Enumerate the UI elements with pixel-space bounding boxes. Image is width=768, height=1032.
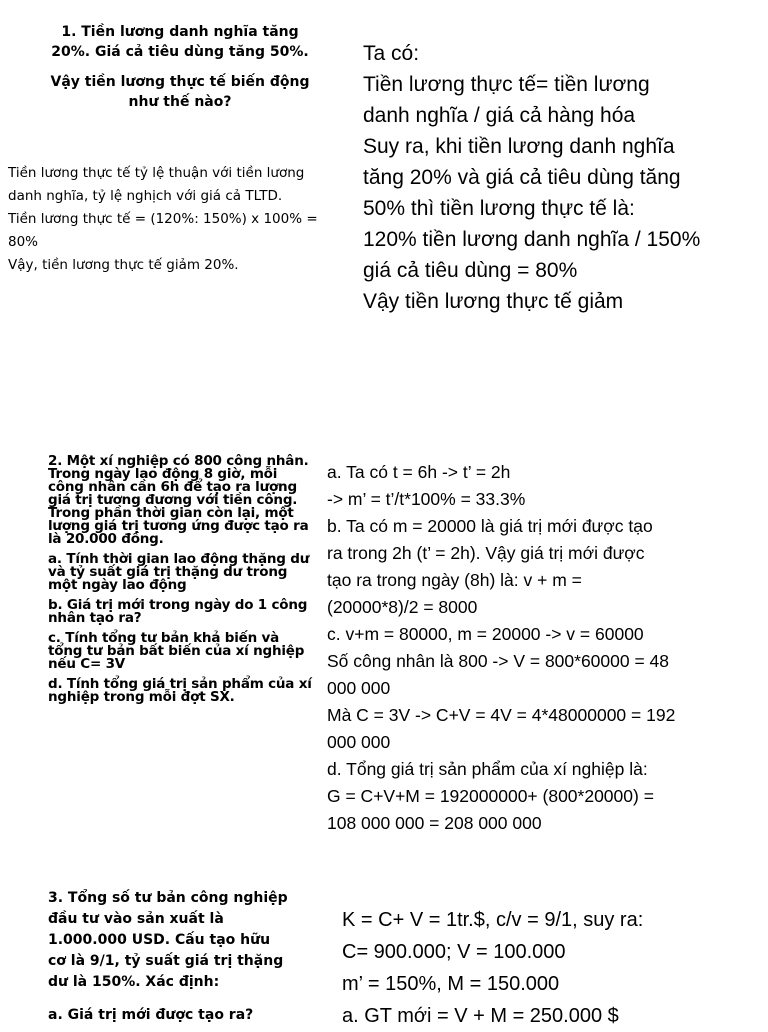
answer-1-left — [8, 162, 360, 277]
answer-2-line: b. Ta có m = 20000 là giá trị mới được tạo — [327, 516, 653, 536]
answer-2-line: a. Ta có t = 6h -> t’ = 2h — [327, 462, 511, 482]
answer-1-right-line: Tiền lương thực tế= tiền lương — [363, 73, 650, 96]
answer-1-right-line: giá cả tiêu dùng = 80% — [363, 259, 578, 282]
answer-1-right-line: 50% thì tiền lương thực tế là: — [363, 197, 635, 220]
question-2-part-a: a. Tính thời gian lao động thặng dư và tỷ suất giá trị thặng dư trong một ngày lao động — [48, 551, 310, 593]
answer-1-left-line: Vậy, tiền lương thực tế giảm 20%. — [8, 257, 239, 273]
answer-3-line: a. GT mới = V + M = 250.000 $ — [342, 1005, 619, 1027]
answer-2-line: Mà C = 3V -> C+V = 4V = 4*48000000 = 192 — [327, 705, 676, 725]
question-2 — [48, 455, 316, 711]
question-3 — [48, 888, 298, 1026]
answer-1-left-line: danh nghĩa, tỷ lệ nghịch với giá cả TLTD. — [8, 188, 283, 204]
answer-2-line: d. Tổng giá trị sản phẩm của xí nghiệp là: — [327, 759, 648, 779]
answer-3-line: K = C+ V = 1tr.$, c/v = 9/1, suy ra: — [342, 909, 644, 931]
question-1-title: 1. Tiền lương danh nghĩa tăng 20%. Giá cả tiêu dùng tăng 50%. — [51, 24, 309, 60]
question-1-subtitle: Vậy tiền lương thực tế biến động như thế nào? — [50, 74, 310, 110]
question-2-stem: 2. Một xí nghiệp có 800 công nhân. Trong ngày lao động 8 giờ, mỗi công nhân cần 6h để tạo ra lượng giá trị tương đương với tiền công. Trong phần thời gian còn lại, một lượng giá trị tương ứng được tạo ra là 20.000 đồng. — [48, 453, 309, 547]
answer-2-line: (20000*8)/2 = 8000 — [327, 597, 478, 617]
answer-3 — [342, 904, 762, 1032]
answer-2-line: -> m’ = t’/t*100% = 33.3% — [327, 489, 526, 509]
answer-2 — [327, 459, 747, 837]
answer-2-line: tạo ra trong ngày (8h) là: v + m = — [327, 570, 582, 590]
answer-1-right-line: Suy ra, khi tiền lương danh nghĩa — [363, 135, 675, 158]
answer-3-line: C= 900.000; V = 100.000 — [342, 941, 566, 963]
answer-1-right-line: Vậy tiền lương thực tế giảm — [363, 290, 624, 313]
answer-2-line: 000 000 — [327, 732, 391, 752]
question-3-line: 3. Tổng số tư bản công nghiệp — [48, 890, 288, 906]
answer-1-left-line: Tiền lương thực tế = (120%: 150%) x 100% = — [8, 211, 318, 227]
answer-1-right-line: Ta có: — [363, 42, 420, 65]
question-1 — [40, 22, 320, 112]
question-3-line: đầu tư vào sản xuất là — [48, 911, 224, 927]
answer-2-line: Số công nhân là 800 -> V = 800*60000 = 48 — [327, 651, 670, 671]
question-3-line: dư là 150%. Xác định: — [48, 974, 220, 990]
answer-1-right-line: danh nghĩa / giá cả hàng hóa — [363, 104, 636, 127]
answer-1-left-line: 80% — [8, 234, 39, 250]
question-3-line: 1.000.000 USD. Cấu tạo hữu — [48, 932, 271, 948]
answer-2-line: 108 000 000 = 208 000 000 — [327, 813, 542, 833]
answer-1-right — [363, 38, 763, 317]
question-2-part-b: b. Giá trị mới trong ngày do 1 công nhân tạo ra? — [48, 597, 308, 626]
answer-3-line: m’ = 150%, M = 150.000 — [342, 973, 560, 995]
question-3-line: cơ là 9/1, tỷ suất giá trị thặng — [48, 953, 284, 969]
question-2-part-c: c. Tính tổng tư bản khả biến và tổng tư bản bất biến của xí nghiệp nếu C= 3V — [48, 630, 305, 672]
answer-2-line: 000 000 — [327, 678, 391, 698]
answer-2-line: ra trong 2h (t’ = 2h). Vậy giá trị mới được — [327, 543, 645, 563]
answer-1-left-line: Tiền lương thực tế tỷ lệ thuận với tiền lương — [8, 165, 305, 181]
question-3-part-a: a. Giá trị mới được tạo ra? — [48, 1007, 254, 1023]
answer-2-line: c. v+m = 80000, m = 20000 -> v = 60000 — [327, 624, 644, 644]
answer-1-right-line: 120% tiền lương danh nghĩa / 150% — [363, 228, 701, 251]
answer-2-line: G = C+V+M = 192000000+ (800*20000) = — [327, 786, 654, 806]
answer-1-right-line: tăng 20% và giá cả tiêu dùng tăng — [363, 166, 681, 189]
question-2-part-d: d. Tính tổng giá trị sản phẩm của xí nghiệp trong mỗi đợt SX. — [48, 676, 312, 705]
